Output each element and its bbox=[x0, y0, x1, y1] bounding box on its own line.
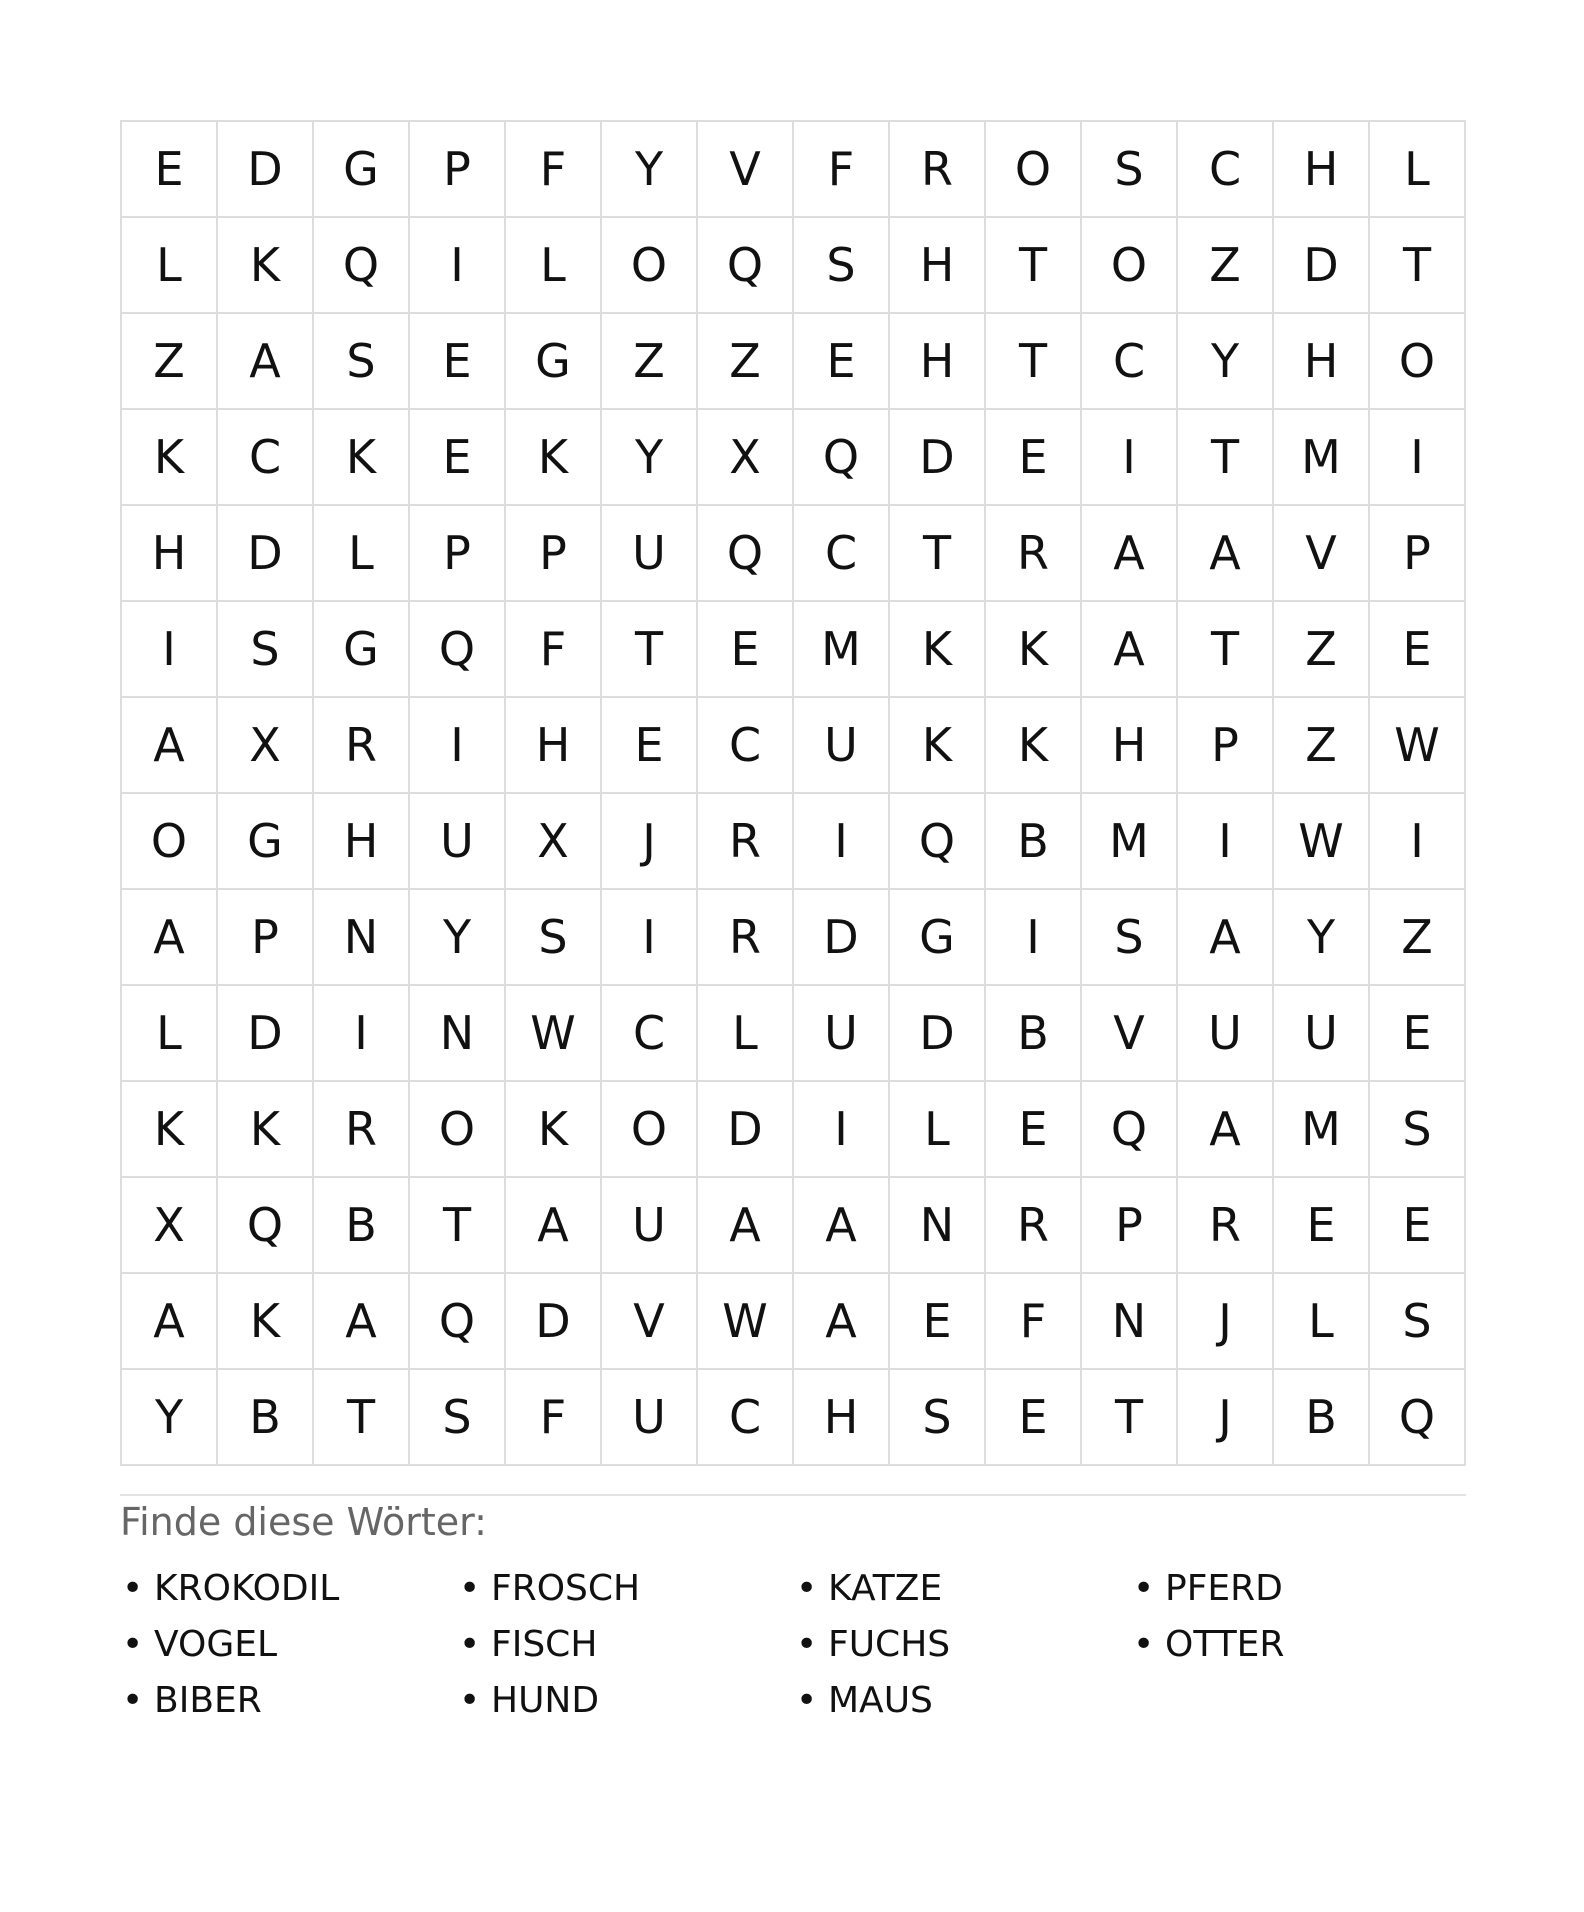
grid-cell[interactable]: P bbox=[506, 506, 602, 602]
grid-cell[interactable]: C bbox=[698, 698, 794, 794]
grid-cell[interactable]: L bbox=[122, 218, 218, 314]
grid-cell[interactable]: D bbox=[1274, 218, 1370, 314]
grid-cell[interactable]: M bbox=[1274, 1082, 1370, 1178]
word-label: FUCHS bbox=[828, 1623, 951, 1665]
grid-cell[interactable]: U bbox=[1274, 986, 1370, 1082]
grid-cell[interactable]: F bbox=[986, 1274, 1082, 1370]
grid-cell[interactable]: P bbox=[1082, 1178, 1178, 1274]
grid-cell[interactable]: A bbox=[122, 1274, 218, 1370]
grid-cell[interactable]: S bbox=[218, 602, 314, 698]
bullet-icon: • bbox=[796, 1679, 818, 1721]
grid-cell[interactable]: A bbox=[506, 1178, 602, 1274]
grid-cell[interactable]: I bbox=[314, 986, 410, 1082]
grid-cell[interactable]: E bbox=[1370, 986, 1466, 1082]
grid-cell[interactable]: P bbox=[410, 122, 506, 218]
grid-cell[interactable]: J bbox=[1178, 1274, 1274, 1370]
bullet-icon: • bbox=[1133, 1567, 1155, 1609]
grid-cell[interactable]: Q bbox=[1082, 1082, 1178, 1178]
grid-cell[interactable]: Q bbox=[314, 218, 410, 314]
grid-cell[interactable]: N bbox=[314, 890, 410, 986]
grid-cell[interactable]: I bbox=[1370, 794, 1466, 890]
grid-cell[interactable]: I bbox=[122, 602, 218, 698]
grid-cell[interactable]: B bbox=[986, 794, 1082, 890]
grid-cell[interactable]: K bbox=[986, 602, 1082, 698]
grid-cell[interactable]: S bbox=[890, 1370, 986, 1466]
grid-cell[interactable]: I bbox=[986, 890, 1082, 986]
grid-cell[interactable]: X bbox=[122, 1178, 218, 1274]
word-label: MAUS bbox=[828, 1679, 933, 1721]
grid-cell[interactable]: Q bbox=[794, 410, 890, 506]
grid-cell[interactable]: E bbox=[890, 1274, 986, 1370]
bullet-icon: • bbox=[122, 1623, 144, 1665]
grid-cell[interactable]: A bbox=[314, 1274, 410, 1370]
grid-cell[interactable]: Y bbox=[1274, 890, 1370, 986]
grid-cell[interactable]: S bbox=[1370, 1274, 1466, 1370]
grid-cell[interactable]: H bbox=[506, 698, 602, 794]
grid-cell[interactable]: X bbox=[698, 410, 794, 506]
grid-cell[interactable]: Z bbox=[698, 314, 794, 410]
grid-cell[interactable]: W bbox=[698, 1274, 794, 1370]
grid-cell[interactable]: A bbox=[1082, 506, 1178, 602]
word-label: OTTER bbox=[1165, 1623, 1285, 1665]
grid-cell[interactable]: Z bbox=[1274, 602, 1370, 698]
grid-cell[interactable]: Z bbox=[1370, 890, 1466, 986]
grid-cell[interactable]: K bbox=[986, 698, 1082, 794]
grid-cell[interactable]: H bbox=[890, 218, 986, 314]
grid-cell[interactable]: A bbox=[794, 1274, 890, 1370]
grid-cell[interactable]: G bbox=[506, 314, 602, 410]
grid-cell[interactable]: I bbox=[1082, 410, 1178, 506]
grid-cell[interactable]: C bbox=[218, 410, 314, 506]
grid-cell[interactable]: S bbox=[506, 890, 602, 986]
grid-cell[interactable]: A bbox=[794, 1178, 890, 1274]
grid-cell[interactable]: H bbox=[122, 506, 218, 602]
grid-cell[interactable]: H bbox=[794, 1370, 890, 1466]
grid-cell[interactable]: X bbox=[506, 794, 602, 890]
letter-grid bbox=[120, 120, 1466, 1466]
grid-cell[interactable]: T bbox=[1178, 410, 1274, 506]
grid-cell[interactable]: Z bbox=[1178, 218, 1274, 314]
grid-cell[interactable]: E bbox=[410, 410, 506, 506]
grid-cell[interactable]: R bbox=[986, 1178, 1082, 1274]
grid-cell[interactable]: E bbox=[1274, 1178, 1370, 1274]
grid-cell[interactable]: U bbox=[602, 1370, 698, 1466]
bullet-icon: • bbox=[796, 1623, 818, 1665]
grid-cell[interactable]: I bbox=[410, 698, 506, 794]
grid-cell[interactable]: E bbox=[602, 698, 698, 794]
grid-cell[interactable]: S bbox=[1370, 1082, 1466, 1178]
grid-cell[interactable]: Q bbox=[1370, 1370, 1466, 1466]
grid-cell[interactable]: P bbox=[218, 890, 314, 986]
grid-cell[interactable]: K bbox=[218, 1274, 314, 1370]
grid-cell[interactable]: G bbox=[218, 794, 314, 890]
grid-cell[interactable]: E bbox=[122, 122, 218, 218]
grid-cell[interactable]: D bbox=[794, 890, 890, 986]
grid-cell[interactable]: E bbox=[1370, 602, 1466, 698]
grid-cell[interactable]: R bbox=[698, 890, 794, 986]
grid-cell[interactable]: B bbox=[1274, 1370, 1370, 1466]
grid-cell[interactable]: T bbox=[1370, 218, 1466, 314]
grid-cell[interactable]: E bbox=[698, 602, 794, 698]
grid-cell[interactable]: G bbox=[314, 602, 410, 698]
grid-cell[interactable]: O bbox=[986, 122, 1082, 218]
grid-cell[interactable]: E bbox=[986, 410, 1082, 506]
grid-cell[interactable]: T bbox=[314, 1370, 410, 1466]
grid-cell[interactable]: Q bbox=[698, 506, 794, 602]
word-list-item bbox=[794, 1616, 1131, 1672]
grid-cell[interactable]: C bbox=[794, 506, 890, 602]
bullet-icon: • bbox=[459, 1567, 481, 1609]
grid-cell[interactable]: V bbox=[602, 1274, 698, 1370]
grid-cell[interactable]: F bbox=[506, 602, 602, 698]
bullet-icon: • bbox=[122, 1679, 144, 1721]
bullet-icon: • bbox=[459, 1623, 481, 1665]
word-list-item bbox=[794, 1560, 1131, 1616]
grid-cell[interactable]: A bbox=[698, 1178, 794, 1274]
grid-cell[interactable]: F bbox=[506, 122, 602, 218]
grid-cell[interactable]: I bbox=[794, 1082, 890, 1178]
grid-cell[interactable]: K bbox=[218, 218, 314, 314]
grid-cell[interactable]: R bbox=[1178, 1178, 1274, 1274]
grid-cell[interactable]: T bbox=[986, 314, 1082, 410]
grid-cell[interactable]: T bbox=[1178, 602, 1274, 698]
grid-cell[interactable]: S bbox=[314, 314, 410, 410]
grid-cell[interactable]: Q bbox=[410, 1274, 506, 1370]
grid-cell[interactable]: Y bbox=[410, 890, 506, 986]
grid-cell[interactable]: I bbox=[602, 890, 698, 986]
grid-cell[interactable]: C bbox=[698, 1370, 794, 1466]
grid-cell[interactable]: A bbox=[1178, 506, 1274, 602]
grid-cell[interactable]: K bbox=[122, 410, 218, 506]
grid-cell[interactable]: P bbox=[410, 506, 506, 602]
grid-cell[interactable]: D bbox=[698, 1082, 794, 1178]
grid-cell[interactable]: U bbox=[602, 1178, 698, 1274]
grid-cell[interactable]: K bbox=[218, 1082, 314, 1178]
grid-cell[interactable]: M bbox=[1274, 410, 1370, 506]
grid-cell[interactable]: N bbox=[1082, 1274, 1178, 1370]
grid-cell[interactable]: W bbox=[1274, 794, 1370, 890]
grid-cell[interactable]: H bbox=[890, 314, 986, 410]
grid-cell[interactable]: D bbox=[218, 986, 314, 1082]
word-list-item bbox=[457, 1616, 794, 1672]
grid-cell[interactable]: D bbox=[890, 986, 986, 1082]
grid-cell[interactable]: R bbox=[890, 122, 986, 218]
grid-cell[interactable]: Y bbox=[1178, 314, 1274, 410]
grid-cell[interactable]: N bbox=[410, 986, 506, 1082]
word-label: VOGEL bbox=[154, 1623, 278, 1665]
word-list-item bbox=[457, 1560, 794, 1616]
grid-cell[interactable]: C bbox=[602, 986, 698, 1082]
grid-cell[interactable]: M bbox=[794, 602, 890, 698]
word-list-item bbox=[120, 1560, 457, 1616]
grid-cell[interactable]: P bbox=[1370, 506, 1466, 602]
grid-cell[interactable]: K bbox=[506, 410, 602, 506]
grid-cell[interactable]: F bbox=[506, 1370, 602, 1466]
grid-cell[interactable]: U bbox=[602, 506, 698, 602]
grid-cell[interactable]: S bbox=[794, 218, 890, 314]
grid-cell[interactable]: O bbox=[1082, 218, 1178, 314]
grid-cell[interactable]: V bbox=[1274, 506, 1370, 602]
grid-cell[interactable]: U bbox=[794, 698, 890, 794]
grid-cell[interactable]: Y bbox=[602, 410, 698, 506]
grid-cell[interactable]: V bbox=[1082, 986, 1178, 1082]
grid-cell[interactable]: S bbox=[410, 1370, 506, 1466]
word-list-title: Finde diese Wörter: bbox=[120, 1500, 487, 1544]
grid-cell[interactable]: O bbox=[122, 794, 218, 890]
divider bbox=[120, 1494, 1466, 1496]
word-list-item bbox=[1131, 1560, 1468, 1616]
bullet-icon: • bbox=[1133, 1623, 1155, 1665]
grid-cell[interactable]: H bbox=[1274, 122, 1370, 218]
grid-cell[interactable]: I bbox=[1370, 410, 1466, 506]
grid-cell[interactable]: O bbox=[1370, 314, 1466, 410]
grid-cell[interactable]: L bbox=[1370, 122, 1466, 218]
grid-cell[interactable]: Z bbox=[1274, 698, 1370, 794]
grid-cell[interactable]: S bbox=[1082, 890, 1178, 986]
grid-cell[interactable]: G bbox=[890, 890, 986, 986]
grid-cell[interactable]: A bbox=[122, 890, 218, 986]
grid-cell[interactable]: K bbox=[314, 410, 410, 506]
grid-cell[interactable]: E bbox=[794, 314, 890, 410]
grid-cell[interactable]: C bbox=[1082, 314, 1178, 410]
grid-cell[interactable]: D bbox=[218, 122, 314, 218]
bullet-icon: • bbox=[459, 1679, 481, 1721]
word-label: KROKODIL bbox=[154, 1567, 340, 1609]
grid-cell[interactable]: N bbox=[890, 1178, 986, 1274]
grid-cell[interactable]: O bbox=[602, 1082, 698, 1178]
grid-cell[interactable]: A bbox=[122, 698, 218, 794]
grid-cell[interactable]: B bbox=[986, 986, 1082, 1082]
grid-cell[interactable]: Q bbox=[218, 1178, 314, 1274]
grid-cell[interactable]: M bbox=[1082, 794, 1178, 890]
word-list-item bbox=[120, 1616, 457, 1672]
grid-cell[interactable]: D bbox=[218, 506, 314, 602]
grid-cell[interactable]: T bbox=[602, 602, 698, 698]
word-list-item bbox=[457, 1672, 794, 1728]
grid-cell[interactable]: Y bbox=[602, 122, 698, 218]
grid-cell[interactable]: U bbox=[410, 794, 506, 890]
grid-cell[interactable]: H bbox=[1082, 698, 1178, 794]
grid-cell[interactable]: Q bbox=[410, 602, 506, 698]
grid-cell[interactable]: B bbox=[314, 1178, 410, 1274]
word-label: PFERD bbox=[1165, 1567, 1283, 1609]
grid-cell[interactable]: L bbox=[1274, 1274, 1370, 1370]
grid-cell[interactable]: T bbox=[410, 1178, 506, 1274]
grid-cell[interactable]: L bbox=[506, 218, 602, 314]
grid-cell[interactable]: K bbox=[890, 698, 986, 794]
grid-cell[interactable]: K bbox=[890, 602, 986, 698]
grid-cell[interactable]: Q bbox=[890, 794, 986, 890]
grid-cell[interactable]: J bbox=[1178, 1370, 1274, 1466]
grid-cell[interactable]: T bbox=[1082, 1370, 1178, 1466]
grid-cell[interactable]: L bbox=[314, 506, 410, 602]
grid-cell[interactable]: R bbox=[986, 506, 1082, 602]
grid-cell[interactable]: R bbox=[698, 794, 794, 890]
grid-cell[interactable]: E bbox=[1370, 1178, 1466, 1274]
grid-cell[interactable]: W bbox=[1370, 698, 1466, 794]
grid-cell[interactable]: H bbox=[1274, 314, 1370, 410]
grid-cell[interactable]: T bbox=[890, 506, 986, 602]
word-list bbox=[120, 1560, 1466, 1728]
grid-cell[interactable]: U bbox=[1178, 986, 1274, 1082]
grid-cell[interactable]: E bbox=[986, 1370, 1082, 1466]
grid-cell[interactable]: Y bbox=[122, 1370, 218, 1466]
word-label: HUND bbox=[491, 1679, 600, 1721]
grid-cell[interactable]: B bbox=[218, 1370, 314, 1466]
grid-cell[interactable]: D bbox=[506, 1274, 602, 1370]
grid-cell[interactable]: K bbox=[506, 1082, 602, 1178]
bullet-icon: • bbox=[122, 1567, 144, 1609]
grid-cell[interactable]: L bbox=[698, 986, 794, 1082]
grid-cell[interactable]: Q bbox=[698, 218, 794, 314]
grid-cell[interactable]: A bbox=[1178, 890, 1274, 986]
word-label: BIBER bbox=[154, 1679, 262, 1721]
grid-cell[interactable]: X bbox=[218, 698, 314, 794]
grid-cell[interactable]: R bbox=[314, 1082, 410, 1178]
grid-cell[interactable]: I bbox=[1178, 794, 1274, 890]
grid-cell[interactable]: R bbox=[314, 698, 410, 794]
grid-cell[interactable]: F bbox=[794, 122, 890, 218]
grid-cell[interactable]: O bbox=[602, 218, 698, 314]
grid-cell[interactable]: A bbox=[1178, 1082, 1274, 1178]
grid-cell[interactable]: O bbox=[410, 1082, 506, 1178]
grid-cell[interactable]: T bbox=[986, 218, 1082, 314]
grid-cell[interactable]: A bbox=[1082, 602, 1178, 698]
grid-cell[interactable]: E bbox=[986, 1082, 1082, 1178]
bullet-icon: • bbox=[796, 1567, 818, 1609]
grid-cell[interactable]: A bbox=[218, 314, 314, 410]
word-label: KATZE bbox=[828, 1567, 943, 1609]
grid-cell[interactable]: J bbox=[602, 794, 698, 890]
grid-cell[interactable]: D bbox=[890, 410, 986, 506]
grid-cell[interactable]: I bbox=[410, 218, 506, 314]
grid-cell[interactable]: G bbox=[314, 122, 410, 218]
grid-cell[interactable]: U bbox=[794, 986, 890, 1082]
word-list-item bbox=[120, 1672, 457, 1728]
grid-cell[interactable]: K bbox=[122, 1082, 218, 1178]
grid-cell[interactable]: S bbox=[1082, 122, 1178, 218]
grid-cell[interactable]: Z bbox=[122, 314, 218, 410]
grid-cell[interactable]: C bbox=[1178, 122, 1274, 218]
grid-cell[interactable]: W bbox=[506, 986, 602, 1082]
grid-cell[interactable]: L bbox=[122, 986, 218, 1082]
word-label: FISCH bbox=[491, 1623, 598, 1665]
grid-cell[interactable]: L bbox=[890, 1082, 986, 1178]
grid-cell[interactable]: I bbox=[794, 794, 890, 890]
word-label: FROSCH bbox=[491, 1567, 641, 1609]
grid-cell[interactable]: V bbox=[698, 122, 794, 218]
grid-cell[interactable]: H bbox=[314, 794, 410, 890]
grid-cell[interactable]: Z bbox=[602, 314, 698, 410]
word-list-item bbox=[1131, 1616, 1468, 1672]
grid-cell[interactable]: P bbox=[1178, 698, 1274, 794]
grid-cell[interactable]: E bbox=[410, 314, 506, 410]
word-list-item bbox=[794, 1672, 1131, 1728]
